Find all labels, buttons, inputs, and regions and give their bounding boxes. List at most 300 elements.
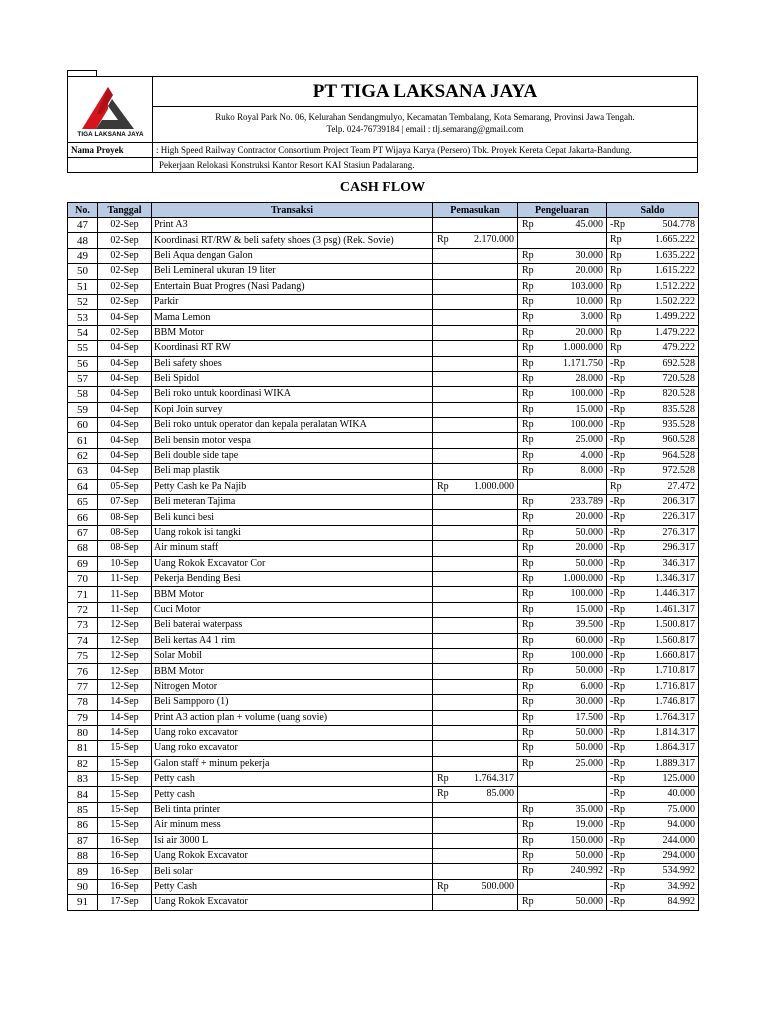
col-header-transaction: Transaksi bbox=[152, 203, 433, 218]
row-income bbox=[433, 879, 518, 894]
balance-currency: Rp bbox=[610, 480, 622, 492]
row-income bbox=[433, 695, 518, 710]
row-balance bbox=[607, 633, 699, 648]
row-balance bbox=[607, 879, 699, 894]
row-expense bbox=[518, 341, 607, 356]
row-transaction: Beli Aqua dengan Galon bbox=[152, 248, 433, 263]
row-date: 02-Sep bbox=[98, 294, 152, 309]
balance-amount: 1.502.222 bbox=[655, 295, 695, 307]
row-date: 04-Sep bbox=[98, 341, 152, 356]
row-no: 73 bbox=[68, 618, 98, 633]
col-header-no: No. bbox=[68, 203, 98, 218]
row-no: 55 bbox=[68, 341, 98, 356]
row-date: 12-Sep bbox=[98, 648, 152, 663]
row-expense bbox=[518, 525, 607, 540]
balance-currency: -Rp bbox=[610, 865, 625, 877]
expense-amount: 1.000.000 bbox=[563, 572, 603, 584]
row-income bbox=[433, 818, 518, 833]
row-transaction: Petty Cash ke Pa Najib bbox=[152, 479, 433, 494]
row-transaction: Beli double side tape bbox=[152, 448, 433, 463]
table-row bbox=[68, 218, 699, 233]
balance-currency: -Rp bbox=[610, 834, 625, 846]
income-amount: 85.000 bbox=[486, 788, 514, 800]
balance-currency: -Rp bbox=[610, 880, 625, 892]
table-row bbox=[68, 418, 699, 433]
row-income bbox=[433, 741, 518, 756]
row-no: 91 bbox=[68, 895, 98, 910]
row-transaction: Isi air 3000 L bbox=[152, 833, 433, 848]
row-transaction: Uang roko excavator bbox=[152, 741, 433, 756]
expense-currency: Rp bbox=[522, 419, 534, 431]
row-no: 75 bbox=[68, 648, 98, 663]
row-balance bbox=[607, 341, 699, 356]
row-balance bbox=[607, 741, 699, 756]
balance-currency: -Rp bbox=[610, 773, 625, 785]
row-transaction: Air minum staff bbox=[152, 541, 433, 556]
expense-currency: Rp bbox=[522, 372, 534, 384]
balance-amount: 964.528 bbox=[662, 449, 695, 461]
row-transaction: Mama Lemon bbox=[152, 310, 433, 325]
letterhead bbox=[67, 76, 698, 173]
row-balance bbox=[607, 310, 699, 325]
row-income bbox=[433, 495, 518, 510]
table-row bbox=[68, 294, 699, 309]
row-no: 52 bbox=[68, 294, 98, 309]
row-income bbox=[433, 294, 518, 309]
row-date: 08-Sep bbox=[98, 525, 152, 540]
row-balance bbox=[607, 571, 699, 586]
row-expense bbox=[518, 818, 607, 833]
row-date: 12-Sep bbox=[98, 618, 152, 633]
row-no: 50 bbox=[68, 264, 98, 279]
expense-amount: 20.000 bbox=[575, 265, 603, 277]
table-row bbox=[68, 787, 699, 802]
row-date: 11-Sep bbox=[98, 571, 152, 586]
row-transaction: Beli Lemineral ukuran 19 liter bbox=[152, 264, 433, 279]
table-row bbox=[68, 833, 699, 848]
balance-amount: 1.461.317 bbox=[655, 603, 695, 615]
row-date: 16-Sep bbox=[98, 833, 152, 848]
balance-currency: -Rp bbox=[610, 526, 625, 538]
balance-amount: 1.500.817 bbox=[655, 619, 695, 631]
row-expense bbox=[518, 479, 607, 494]
table-row bbox=[68, 849, 699, 864]
expense-currency: Rp bbox=[522, 834, 534, 846]
table-row bbox=[68, 341, 699, 356]
balance-amount: 1.446.317 bbox=[655, 588, 695, 600]
row-date: 02-Sep bbox=[98, 264, 152, 279]
table-row bbox=[68, 402, 699, 417]
row-transaction: Beli roko untuk koordinasi WIKA bbox=[152, 387, 433, 402]
row-expense bbox=[518, 633, 607, 648]
balance-amount: 820.528 bbox=[662, 388, 695, 400]
row-date: 17-Sep bbox=[98, 895, 152, 910]
row-no: 86 bbox=[68, 818, 98, 833]
expense-amount: 3.000 bbox=[580, 311, 603, 323]
row-balance bbox=[607, 802, 699, 817]
expense-amount: 25.000 bbox=[575, 757, 603, 769]
row-income bbox=[433, 756, 518, 771]
expense-amount: 100.000 bbox=[570, 388, 603, 400]
row-income bbox=[433, 418, 518, 433]
expense-amount: 50.000 bbox=[575, 557, 603, 569]
row-no: 87 bbox=[68, 833, 98, 848]
row-balance bbox=[607, 294, 699, 309]
expense-currency: Rp bbox=[522, 726, 534, 738]
row-income bbox=[433, 448, 518, 463]
balance-currency: Rp bbox=[610, 265, 622, 277]
row-transaction: Nitrogen Motor bbox=[152, 679, 433, 694]
row-expense bbox=[518, 356, 607, 371]
row-transaction: Print A3 bbox=[152, 218, 433, 233]
row-no: 85 bbox=[68, 802, 98, 817]
expense-currency: Rp bbox=[522, 865, 534, 877]
project-line-2: Pekerjaan Relokasi Konstruksi Kantor Resort KAI Stasiun Padalarang. bbox=[159, 160, 415, 170]
row-no: 47 bbox=[68, 218, 98, 233]
expense-amount: 50.000 bbox=[575, 726, 603, 738]
balance-currency: -Rp bbox=[610, 572, 625, 584]
balance-amount: 27.472 bbox=[667, 480, 695, 492]
income-amount: 2.170.000 bbox=[474, 234, 514, 246]
row-income bbox=[433, 772, 518, 787]
expense-amount: 4.000 bbox=[580, 449, 603, 461]
balance-currency: -Rp bbox=[610, 557, 625, 569]
row-transaction: Beli baterai waterpass bbox=[152, 618, 433, 633]
row-date: 12-Sep bbox=[98, 633, 152, 648]
row-expense bbox=[518, 895, 607, 910]
expense-currency: Rp bbox=[522, 803, 534, 815]
row-income bbox=[433, 264, 518, 279]
row-transaction: Solar Mobil bbox=[152, 648, 433, 663]
row-no: 72 bbox=[68, 602, 98, 617]
row-date: 04-Sep bbox=[98, 387, 152, 402]
row-expense bbox=[518, 371, 607, 386]
row-date: 08-Sep bbox=[98, 510, 152, 525]
row-balance bbox=[607, 618, 699, 633]
expense-amount: 28.000 bbox=[575, 372, 603, 384]
balance-amount: 692.528 bbox=[662, 357, 695, 369]
table-row bbox=[68, 371, 699, 386]
expense-amount: 1.171.750 bbox=[563, 357, 603, 369]
row-balance bbox=[607, 679, 699, 694]
row-transaction: Beli kunci besi bbox=[152, 510, 433, 525]
row-transaction: Koordinasi RT RW bbox=[152, 341, 433, 356]
expense-amount: 15.000 bbox=[575, 603, 603, 615]
row-no: 63 bbox=[68, 464, 98, 479]
row-expense bbox=[518, 587, 607, 602]
row-no: 78 bbox=[68, 695, 98, 710]
logo-text: TIGA LAKSANA JAYA bbox=[77, 131, 144, 138]
row-no: 90 bbox=[68, 879, 98, 894]
row-expense bbox=[518, 218, 607, 233]
expense-amount: 150.000 bbox=[570, 834, 603, 846]
cash-flow-table bbox=[67, 202, 699, 911]
row-income bbox=[433, 233, 518, 248]
cash-flow-title: CASH FLOW bbox=[339, 180, 426, 195]
row-no: 89 bbox=[68, 864, 98, 879]
row-no: 56 bbox=[68, 356, 98, 371]
expense-currency: Rp bbox=[522, 265, 534, 277]
row-balance bbox=[607, 371, 699, 386]
balance-currency: Rp bbox=[610, 234, 622, 246]
expense-currency: Rp bbox=[522, 249, 534, 261]
row-date: 04-Sep bbox=[98, 418, 152, 433]
row-income bbox=[433, 371, 518, 386]
row-date: 12-Sep bbox=[98, 664, 152, 679]
row-income bbox=[433, 325, 518, 340]
row-date: 02-Sep bbox=[98, 248, 152, 263]
row-transaction: Beli solar bbox=[152, 864, 433, 879]
row-date: 16-Sep bbox=[98, 849, 152, 864]
row-no: 81 bbox=[68, 741, 98, 756]
row-transaction: Uang Rokok Excavator bbox=[152, 895, 433, 910]
expense-currency: Rp bbox=[522, 496, 534, 508]
row-balance bbox=[607, 695, 699, 710]
table-row bbox=[68, 510, 699, 525]
balance-amount: 1.635.222 bbox=[655, 249, 695, 261]
row-balance bbox=[607, 233, 699, 248]
balance-amount: 534.992 bbox=[662, 865, 695, 877]
income-amount: 1.764.317 bbox=[474, 773, 514, 785]
row-balance bbox=[607, 356, 699, 371]
expense-amount: 15.000 bbox=[575, 403, 603, 415]
row-expense bbox=[518, 710, 607, 725]
row-transaction: BBM Motor bbox=[152, 664, 433, 679]
balance-amount: 504.778 bbox=[662, 219, 695, 230]
expense-amount: 100.000 bbox=[570, 419, 603, 431]
row-transaction: Pekerja Bending Besi bbox=[152, 571, 433, 586]
balance-currency: -Rp bbox=[610, 726, 625, 738]
row-transaction: Air minum mess bbox=[152, 818, 433, 833]
row-no: 58 bbox=[68, 387, 98, 402]
table-row bbox=[68, 756, 699, 771]
table-row bbox=[68, 864, 699, 879]
row-transaction: Beli safety shoes bbox=[152, 356, 433, 371]
expense-currency: Rp bbox=[522, 572, 534, 584]
balance-currency: -Rp bbox=[610, 372, 625, 384]
row-balance bbox=[607, 495, 699, 510]
income-currency: Rp bbox=[437, 480, 449, 492]
row-expense bbox=[518, 787, 607, 802]
row-balance bbox=[607, 587, 699, 602]
balance-amount: 1.710.817 bbox=[655, 665, 695, 677]
row-date: 15-Sep bbox=[98, 818, 152, 833]
expense-amount: 30.000 bbox=[575, 696, 603, 708]
balance-amount: 244.000 bbox=[662, 834, 695, 846]
balance-currency: -Rp bbox=[610, 757, 625, 769]
row-date: 02-Sep bbox=[98, 218, 152, 233]
row-transaction: Beli bensin motor vespa bbox=[152, 433, 433, 448]
balance-currency: -Rp bbox=[610, 465, 625, 477]
table-row bbox=[68, 464, 699, 479]
expense-amount: 25.000 bbox=[575, 434, 603, 446]
table-row bbox=[68, 325, 699, 340]
expense-currency: Rp bbox=[522, 850, 534, 862]
company-address bbox=[153, 107, 697, 142]
row-balance bbox=[607, 418, 699, 433]
row-expense bbox=[518, 725, 607, 740]
row-transaction: Beli roko untuk operator dan kepala peralatan WIKA bbox=[152, 418, 433, 433]
table-row bbox=[68, 248, 699, 263]
row-income bbox=[433, 387, 518, 402]
row-date: 14-Sep bbox=[98, 695, 152, 710]
row-balance bbox=[607, 448, 699, 463]
row-date: 04-Sep bbox=[98, 402, 152, 417]
row-balance bbox=[607, 248, 699, 263]
row-transaction: Beli Spidol bbox=[152, 371, 433, 386]
row-transaction: Galon staff + minum pekerja bbox=[152, 756, 433, 771]
row-no: 74 bbox=[68, 633, 98, 648]
row-balance bbox=[607, 325, 699, 340]
row-income bbox=[433, 633, 518, 648]
income-currency: Rp bbox=[437, 234, 449, 246]
row-expense bbox=[518, 556, 607, 571]
expense-amount: 19.000 bbox=[575, 819, 603, 831]
balance-amount: 1.665.222 bbox=[655, 234, 695, 246]
row-expense bbox=[518, 879, 607, 894]
expense-currency: Rp bbox=[522, 326, 534, 338]
balance-amount: 1.560.817 bbox=[655, 634, 695, 646]
row-balance bbox=[607, 772, 699, 787]
table-row bbox=[68, 895, 699, 910]
row-transaction: Uang rokok isi tangki bbox=[152, 525, 433, 540]
row-expense bbox=[518, 310, 607, 325]
expense-currency: Rp bbox=[522, 619, 534, 631]
table-row bbox=[68, 648, 699, 663]
balance-amount: 94.000 bbox=[667, 819, 695, 831]
logo-triangle-icon bbox=[78, 81, 142, 131]
balance-currency: -Rp bbox=[610, 850, 625, 862]
row-balance bbox=[607, 479, 699, 494]
row-income bbox=[433, 556, 518, 571]
row-transaction: Beli map plastik bbox=[152, 464, 433, 479]
row-date: 15-Sep bbox=[98, 756, 152, 771]
row-date: 04-Sep bbox=[98, 448, 152, 463]
row-no: 49 bbox=[68, 248, 98, 263]
row-no: 57 bbox=[68, 371, 98, 386]
row-expense bbox=[518, 433, 607, 448]
balance-currency: -Rp bbox=[610, 819, 625, 831]
balance-amount: 1.512.222 bbox=[655, 280, 695, 292]
table-row bbox=[68, 279, 699, 294]
row-balance bbox=[607, 818, 699, 833]
row-expense bbox=[518, 772, 607, 787]
expense-currency: Rp bbox=[522, 634, 534, 646]
balance-amount: 125.000 bbox=[662, 773, 695, 785]
table-row bbox=[68, 479, 699, 494]
row-expense bbox=[518, 464, 607, 479]
table-row bbox=[68, 695, 699, 710]
row-expense bbox=[518, 664, 607, 679]
row-no: 65 bbox=[68, 495, 98, 510]
expense-currency: Rp bbox=[522, 665, 534, 677]
row-expense bbox=[518, 387, 607, 402]
row-date: 14-Sep bbox=[98, 725, 152, 740]
income-amount: 1.000.000 bbox=[474, 480, 514, 492]
table-row bbox=[68, 233, 699, 248]
balance-currency: -Rp bbox=[610, 619, 625, 631]
row-expense bbox=[518, 602, 607, 617]
row-income bbox=[433, 864, 518, 879]
balance-amount: 294.000 bbox=[662, 850, 695, 862]
balance-amount: 1.479.222 bbox=[655, 326, 695, 338]
table-row bbox=[68, 618, 699, 633]
row-balance bbox=[607, 602, 699, 617]
row-transaction: Petty Cash bbox=[152, 879, 433, 894]
expense-amount: 20.000 bbox=[575, 542, 603, 554]
row-income bbox=[433, 571, 518, 586]
row-expense bbox=[518, 418, 607, 433]
balance-amount: 34.992 bbox=[667, 880, 695, 892]
row-balance bbox=[607, 433, 699, 448]
table-row bbox=[68, 772, 699, 787]
row-expense bbox=[518, 864, 607, 879]
table-row bbox=[68, 556, 699, 571]
row-expense bbox=[518, 679, 607, 694]
row-expense bbox=[518, 495, 607, 510]
row-no: 54 bbox=[68, 325, 98, 340]
balance-currency: Rp bbox=[610, 280, 622, 292]
row-expense bbox=[518, 648, 607, 663]
row-transaction: Beli Sampporo (1) bbox=[152, 695, 433, 710]
balance-amount: 972.528 bbox=[662, 465, 695, 477]
project-label-blank bbox=[68, 158, 153, 173]
table-row bbox=[68, 633, 699, 648]
row-expense bbox=[518, 695, 607, 710]
balance-amount: 1.346.317 bbox=[655, 572, 695, 584]
table-row bbox=[68, 602, 699, 617]
row-expense bbox=[518, 510, 607, 525]
row-no: 62 bbox=[68, 448, 98, 463]
row-income bbox=[433, 310, 518, 325]
row-no: 71 bbox=[68, 587, 98, 602]
expense-currency: Rp bbox=[522, 388, 534, 400]
table-row bbox=[68, 264, 699, 279]
expense-amount: 30.000 bbox=[575, 249, 603, 261]
row-income bbox=[433, 725, 518, 740]
row-transaction: Petty cash bbox=[152, 787, 433, 802]
row-no: 69 bbox=[68, 556, 98, 571]
expense-amount: 50.000 bbox=[575, 526, 603, 538]
row-date: 04-Sep bbox=[98, 310, 152, 325]
row-income bbox=[433, 833, 518, 848]
row-date: 11-Sep bbox=[98, 602, 152, 617]
row-expense bbox=[518, 571, 607, 586]
row-income bbox=[433, 402, 518, 417]
row-income bbox=[433, 356, 518, 371]
balance-amount: 479.222 bbox=[662, 342, 695, 354]
company-logo bbox=[68, 77, 153, 142]
balance-currency: -Rp bbox=[610, 419, 625, 431]
row-no: 82 bbox=[68, 756, 98, 771]
row-income bbox=[433, 525, 518, 540]
row-date: 15-Sep bbox=[98, 802, 152, 817]
expense-amount: 45.000 bbox=[575, 219, 603, 230]
balance-currency: -Rp bbox=[610, 403, 625, 415]
row-date: 04-Sep bbox=[98, 371, 152, 386]
balance-amount: 1.864.317 bbox=[655, 742, 695, 754]
row-date: 05-Sep bbox=[98, 479, 152, 494]
balance-amount: 84.992 bbox=[667, 896, 695, 908]
col-header-balance: Saldo bbox=[607, 203, 699, 218]
row-date: 10-Sep bbox=[98, 556, 152, 571]
row-balance bbox=[607, 648, 699, 663]
balance-amount: 1.889.317 bbox=[655, 757, 695, 769]
row-no: 83 bbox=[68, 772, 98, 787]
balance-amount: 960.528 bbox=[662, 434, 695, 446]
row-no: 66 bbox=[68, 510, 98, 525]
row-transaction: BBM Motor bbox=[152, 325, 433, 340]
